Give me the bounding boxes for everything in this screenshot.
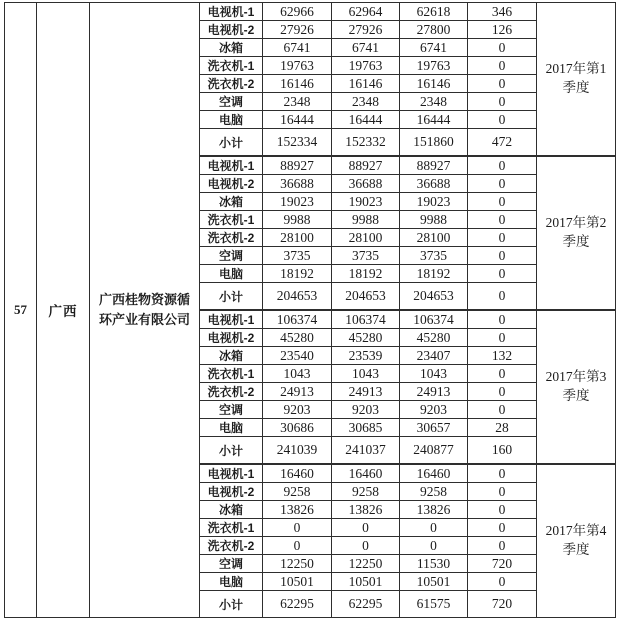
value-cell: 1043 bbox=[332, 365, 400, 383]
value-cell: 19023 bbox=[332, 193, 400, 211]
product-label-cell: 电视机-2 bbox=[200, 483, 263, 501]
value-cell: 9988 bbox=[263, 211, 332, 229]
value-cell: 0 bbox=[400, 519, 468, 537]
product-label-cell: 空调 bbox=[200, 401, 263, 419]
product-label-cell: 冰箱 bbox=[200, 501, 263, 519]
product-label-cell: 电视机-2 bbox=[200, 21, 263, 39]
value-cell: 24913 bbox=[332, 383, 400, 401]
value-cell: 27926 bbox=[263, 21, 332, 39]
product-label-cell: 洗衣机-2 bbox=[200, 229, 263, 247]
value-cell: 3735 bbox=[400, 247, 468, 265]
subtotal-value-cell: 62295 bbox=[332, 591, 400, 618]
value-cell: 45280 bbox=[263, 329, 332, 347]
product-label-cell: 电视机-1 bbox=[200, 156, 263, 175]
value-cell: 23407 bbox=[400, 347, 468, 365]
subtotal-value-cell: 152334 bbox=[263, 129, 332, 157]
value-cell: 16444 bbox=[263, 111, 332, 129]
value-cell: 16444 bbox=[332, 111, 400, 129]
subtotal-value-cell: 0 bbox=[468, 283, 537, 311]
value-cell: 0 bbox=[468, 483, 537, 501]
product-label-cell: 电脑 bbox=[200, 265, 263, 283]
subtotal-value-cell: 62295 bbox=[263, 591, 332, 618]
value-cell: 28 bbox=[468, 419, 537, 437]
value-cell: 0 bbox=[263, 519, 332, 537]
subtotal-value-cell: 151860 bbox=[400, 129, 468, 157]
quarter-label-cell: 2017年第4季度 bbox=[537, 464, 616, 618]
row-index-cell: 57 bbox=[5, 3, 37, 618]
product-label-cell: 洗衣机-2 bbox=[200, 75, 263, 93]
value-cell: 6741 bbox=[263, 39, 332, 57]
value-cell: 30686 bbox=[263, 419, 332, 437]
product-label-cell: 电视机-1 bbox=[200, 3, 263, 21]
value-cell: 45280 bbox=[400, 329, 468, 347]
value-cell: 0 bbox=[468, 93, 537, 111]
value-cell: 106374 bbox=[263, 310, 332, 329]
value-cell: 19763 bbox=[263, 57, 332, 75]
subtotal-value-cell: 204653 bbox=[332, 283, 400, 311]
value-cell: 28100 bbox=[263, 229, 332, 247]
value-cell: 9988 bbox=[332, 211, 400, 229]
value-cell: 27926 bbox=[332, 21, 400, 39]
value-cell: 16460 bbox=[263, 464, 332, 483]
recycling-quarterly-table bbox=[4, 2, 616, 618]
value-cell: 24913 bbox=[263, 383, 332, 401]
value-cell: 0 bbox=[468, 383, 537, 401]
value-cell: 18192 bbox=[263, 265, 332, 283]
product-label-cell: 电脑 bbox=[200, 419, 263, 437]
value-cell: 11530 bbox=[400, 555, 468, 573]
value-cell: 28100 bbox=[400, 229, 468, 247]
value-cell: 16460 bbox=[400, 464, 468, 483]
product-row bbox=[5, 3, 616, 21]
value-cell: 9258 bbox=[263, 483, 332, 501]
value-cell: 12250 bbox=[332, 555, 400, 573]
value-cell: 9258 bbox=[400, 483, 468, 501]
subtotal-value-cell: 241037 bbox=[332, 437, 400, 465]
value-cell: 88927 bbox=[263, 156, 332, 175]
company-name-cell: 广西桂物资源循环产业有限公司 bbox=[90, 3, 200, 618]
value-cell: 6741 bbox=[400, 39, 468, 57]
value-cell: 10501 bbox=[263, 573, 332, 591]
value-cell: 88927 bbox=[400, 156, 468, 175]
value-cell: 0 bbox=[468, 573, 537, 591]
subtotal-label-cell: 小计 bbox=[200, 591, 263, 618]
value-cell: 12250 bbox=[263, 555, 332, 573]
value-cell: 0 bbox=[468, 211, 537, 229]
subtotal-label-cell: 小计 bbox=[200, 437, 263, 465]
product-label-cell: 洗衣机-1 bbox=[200, 57, 263, 75]
value-cell: 16146 bbox=[332, 75, 400, 93]
value-cell: 0 bbox=[468, 310, 537, 329]
value-cell: 0 bbox=[468, 111, 537, 129]
value-cell: 62966 bbox=[263, 3, 332, 21]
subtotal-label-cell: 小计 bbox=[200, 129, 263, 157]
value-cell: 3735 bbox=[263, 247, 332, 265]
product-label-cell: 电视机-1 bbox=[200, 310, 263, 329]
value-cell: 3735 bbox=[332, 247, 400, 265]
value-cell: 19763 bbox=[332, 57, 400, 75]
value-cell: 132 bbox=[468, 347, 537, 365]
subtotal-value-cell: 472 bbox=[468, 129, 537, 157]
value-cell: 9988 bbox=[400, 211, 468, 229]
value-cell: 16444 bbox=[400, 111, 468, 129]
value-cell: 0 bbox=[468, 39, 537, 57]
value-cell: 0 bbox=[468, 156, 537, 175]
product-label-cell: 洗衣机-1 bbox=[200, 211, 263, 229]
value-cell: 10501 bbox=[332, 573, 400, 591]
value-cell: 0 bbox=[400, 537, 468, 555]
subtotal-value-cell: 204653 bbox=[400, 283, 468, 311]
value-cell: 13826 bbox=[332, 501, 400, 519]
subtotal-label-cell: 小计 bbox=[200, 283, 263, 311]
product-label-cell: 电脑 bbox=[200, 573, 263, 591]
value-cell: 0 bbox=[468, 401, 537, 419]
subtotal-value-cell: 240877 bbox=[400, 437, 468, 465]
value-cell: 126 bbox=[468, 21, 537, 39]
product-label-cell: 冰箱 bbox=[200, 39, 263, 57]
subtotal-value-cell: 61575 bbox=[400, 591, 468, 618]
value-cell: 13826 bbox=[400, 501, 468, 519]
value-cell: 45280 bbox=[332, 329, 400, 347]
value-cell: 27800 bbox=[400, 21, 468, 39]
value-cell: 0 bbox=[468, 464, 537, 483]
product-label-cell: 洗衣机-2 bbox=[200, 383, 263, 401]
value-cell: 0 bbox=[468, 519, 537, 537]
value-cell: 24913 bbox=[400, 383, 468, 401]
value-cell: 16146 bbox=[263, 75, 332, 93]
value-cell: 6741 bbox=[332, 39, 400, 57]
value-cell: 18192 bbox=[332, 265, 400, 283]
value-cell: 10501 bbox=[400, 573, 468, 591]
value-cell: 9258 bbox=[332, 483, 400, 501]
value-cell: 346 bbox=[468, 3, 537, 21]
value-cell: 36688 bbox=[263, 175, 332, 193]
value-cell: 0 bbox=[468, 537, 537, 555]
product-label-cell: 冰箱 bbox=[200, 193, 263, 211]
value-cell: 0 bbox=[263, 537, 332, 555]
value-cell: 106374 bbox=[400, 310, 468, 329]
value-cell: 16460 bbox=[332, 464, 400, 483]
value-cell: 36688 bbox=[332, 175, 400, 193]
value-cell: 0 bbox=[332, 537, 400, 555]
product-label-cell: 电脑 bbox=[200, 111, 263, 129]
value-cell: 18192 bbox=[400, 265, 468, 283]
table-body bbox=[5, 3, 616, 618]
subtotal-value-cell: 160 bbox=[468, 437, 537, 465]
value-cell: 30685 bbox=[332, 419, 400, 437]
value-cell: 0 bbox=[468, 75, 537, 93]
value-cell: 0 bbox=[332, 519, 400, 537]
value-cell: 0 bbox=[468, 175, 537, 193]
value-cell: 13826 bbox=[263, 501, 332, 519]
value-cell: 106374 bbox=[332, 310, 400, 329]
product-label-cell: 空调 bbox=[200, 93, 263, 111]
value-cell: 36688 bbox=[400, 175, 468, 193]
value-cell: 19023 bbox=[400, 193, 468, 211]
value-cell: 0 bbox=[468, 329, 537, 347]
value-cell: 16146 bbox=[400, 75, 468, 93]
value-cell: 0 bbox=[468, 365, 537, 383]
value-cell: 9203 bbox=[263, 401, 332, 419]
province-cell: 广西 bbox=[37, 3, 90, 618]
value-cell: 2348 bbox=[332, 93, 400, 111]
value-cell: 30657 bbox=[400, 419, 468, 437]
subtotal-value-cell: 720 bbox=[468, 591, 537, 618]
product-label-cell: 冰箱 bbox=[200, 347, 263, 365]
product-label-cell: 洗衣机-1 bbox=[200, 519, 263, 537]
document-page bbox=[4, 2, 616, 618]
value-cell: 23539 bbox=[332, 347, 400, 365]
product-label-cell: 电视机-2 bbox=[200, 329, 263, 347]
product-label-cell: 洗衣机-1 bbox=[200, 365, 263, 383]
product-label-cell: 空调 bbox=[200, 247, 263, 265]
value-cell: 720 bbox=[468, 555, 537, 573]
product-label-cell: 空调 bbox=[200, 555, 263, 573]
value-cell: 0 bbox=[468, 193, 537, 211]
product-label-cell: 洗衣机-2 bbox=[200, 537, 263, 555]
subtotal-value-cell: 152332 bbox=[332, 129, 400, 157]
value-cell: 0 bbox=[468, 247, 537, 265]
value-cell: 19763 bbox=[400, 57, 468, 75]
value-cell: 1043 bbox=[400, 365, 468, 383]
value-cell: 9203 bbox=[332, 401, 400, 419]
value-cell: 0 bbox=[468, 265, 537, 283]
quarter-label-cell: 2017年第2季度 bbox=[537, 156, 616, 310]
subtotal-value-cell: 204653 bbox=[263, 283, 332, 311]
value-cell: 0 bbox=[468, 501, 537, 519]
quarter-label-cell: 2017年第3季度 bbox=[537, 310, 616, 464]
value-cell: 1043 bbox=[263, 365, 332, 383]
value-cell: 0 bbox=[468, 229, 537, 247]
product-label-cell: 电视机-2 bbox=[200, 175, 263, 193]
value-cell: 23540 bbox=[263, 347, 332, 365]
value-cell: 0 bbox=[468, 57, 537, 75]
value-cell: 2348 bbox=[400, 93, 468, 111]
value-cell: 9203 bbox=[400, 401, 468, 419]
value-cell: 88927 bbox=[332, 156, 400, 175]
quarter-label-cell: 2017年第1季度 bbox=[537, 3, 616, 157]
value-cell: 62618 bbox=[400, 3, 468, 21]
value-cell: 19023 bbox=[263, 193, 332, 211]
value-cell: 2348 bbox=[263, 93, 332, 111]
value-cell: 62964 bbox=[332, 3, 400, 21]
value-cell: 28100 bbox=[332, 229, 400, 247]
product-label-cell: 电视机-1 bbox=[200, 464, 263, 483]
subtotal-value-cell: 241039 bbox=[263, 437, 332, 465]
